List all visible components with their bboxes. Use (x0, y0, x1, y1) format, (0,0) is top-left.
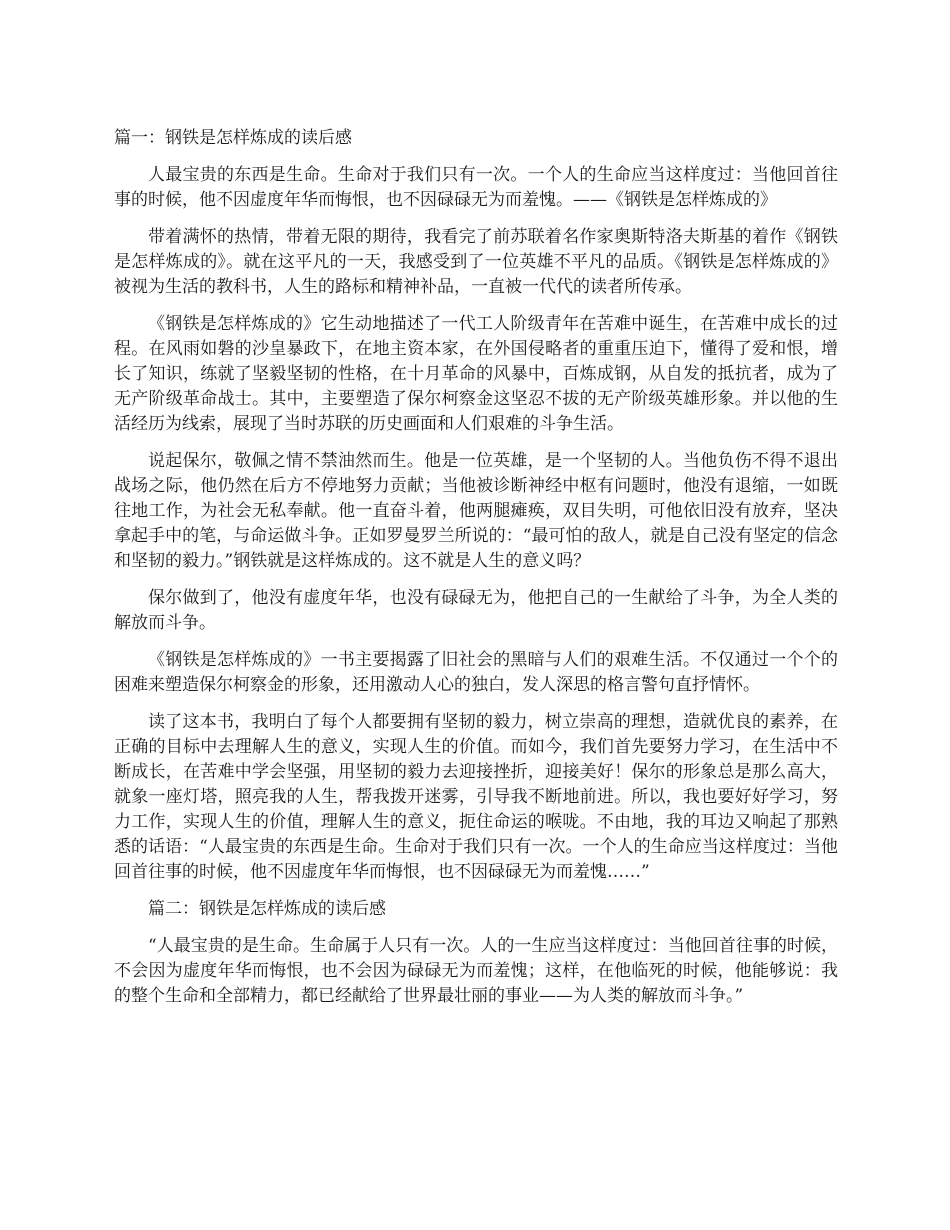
section-heading-1: 篇一：钢铁是怎样炼成的读后感 (114, 128, 352, 148)
section-heading-2: 篇二：钢铁是怎样炼成的读后感 (148, 899, 386, 919)
paragraph: 读了这本书，我明白了每个人都要拥有坚韧的毅力，树立崇高的理想，造就优良的素养，在正确的目标中去理解人生的意义，实现人生的价值。而如今，我们首先要努力学习，在生活中不断成长，在苦难中学会坚强，用坚韧的毅力去迎接挫折，迎接美好！保尔的形象总是那么高大，就象一座灯塔，照亮我的人生，帮我拨开迷雾，引导我不断地前进。所以，我也要好好学习，努力工作，实现人生的价值，理解人生的意义，扼住命运的喉咙。不由地，我的耳边又响起了那熟悉的话语：“人最宝贵的东西是生命。生命对于我们只有一次。一个人的生命应当这样度过：当他回首往事的时候，他不因虚度年华而悔恨，也不因碌碌无为而羞愧……” (114, 712, 838, 882)
paragraph: “人最宝贵的是生命。生命属于人只有一次。人的一生应当这样度过：当他回首往事的时候，不会因为虚度年华而悔恨，也不会因为碌碌无为而羞愧；这样，在他临死的时候，他能够说：我的整个生命和全部精力，都已经献给了世界最壮丽的事业——为人类的解放而斗争。” (114, 936, 838, 1006)
paragraph: 《钢铁是怎样炼成的》它生动地描述了一代工人阶级青年在苦难中诞生，在苦难中成长的过程。在风雨如磐的沙皇暴政下，在地主资本家，在外国侵略者的重重压迫下，懂得了爱和恨，增长了知识，练就了坚毅坚韧的性格，在十月革命的风暴中，百炼成钢，从自发的抵抗者，成为了无产阶级革命战士。其中，主要塑造了保尔柯察金这坚忍不拔的无产阶级英雄形象。并以他的生活经历为线索，展现了当时苏联的历史画面和人们艰难的斗争生活。 (114, 314, 838, 434)
document-body (114, 126, 838, 1021)
paragraph: 带着满怀的热情，带着无限的期待，我看完了前苏联着名作家奥斯特洛夫斯基的着作《钢铁是怎样炼成的》。就在这平凡的一天，我感受到了一位英雄不平凡的品质。《钢铁是怎样炼成的》被视为生活的教科书，人生的路标和精神补品，一直被一代代的读者所传承。 (114, 227, 838, 297)
paragraph: 说起保尔，敬佩之情不禁油然而生。他是一位英雄，是一个坚韧的人。当他负伤不得不退出战场之际，他仍然在后方不停地努力贡献；当他被诊断神经中枢有问题时，他没有退缩，一如既往地工作，为社会无私奉献。他一直奋斗着，他两腿瘫痪，双目失明，可他依旧没有放弃，坚决拿起手中的笔，与命运做斗争。正如罗曼罗兰所说的：“最可怕的敌人，就是自己没有坚定的信念和坚韧的毅力。”钢铁就是这样炼成的。这不就是人生的意义吗？ (114, 451, 838, 571)
paragraph: 《钢铁是怎样炼成的》一书主要揭露了旧社会的黑暗与人们的艰难生活。不仅通过一个个的困难来塑造保尔柯察金的形象，还用激动人心的独白，发人深思的格言警句直抒情怀。 (114, 650, 838, 695)
paragraph: 人最宝贵的东西是生命。生命对于我们只有一次。一个人的生命应当这样度过：当他回首往事的时候，他不因虚度年华而悔恨，也不因碌碌无为而羞愧。——《钢铁是怎样炼成的》 (114, 165, 838, 210)
paragraph: 保尔做到了，他没有虚度年华，也没有碌碌无为，他把自己的一生献给了斗争，为全人类的解放而斗争。 (114, 588, 838, 633)
